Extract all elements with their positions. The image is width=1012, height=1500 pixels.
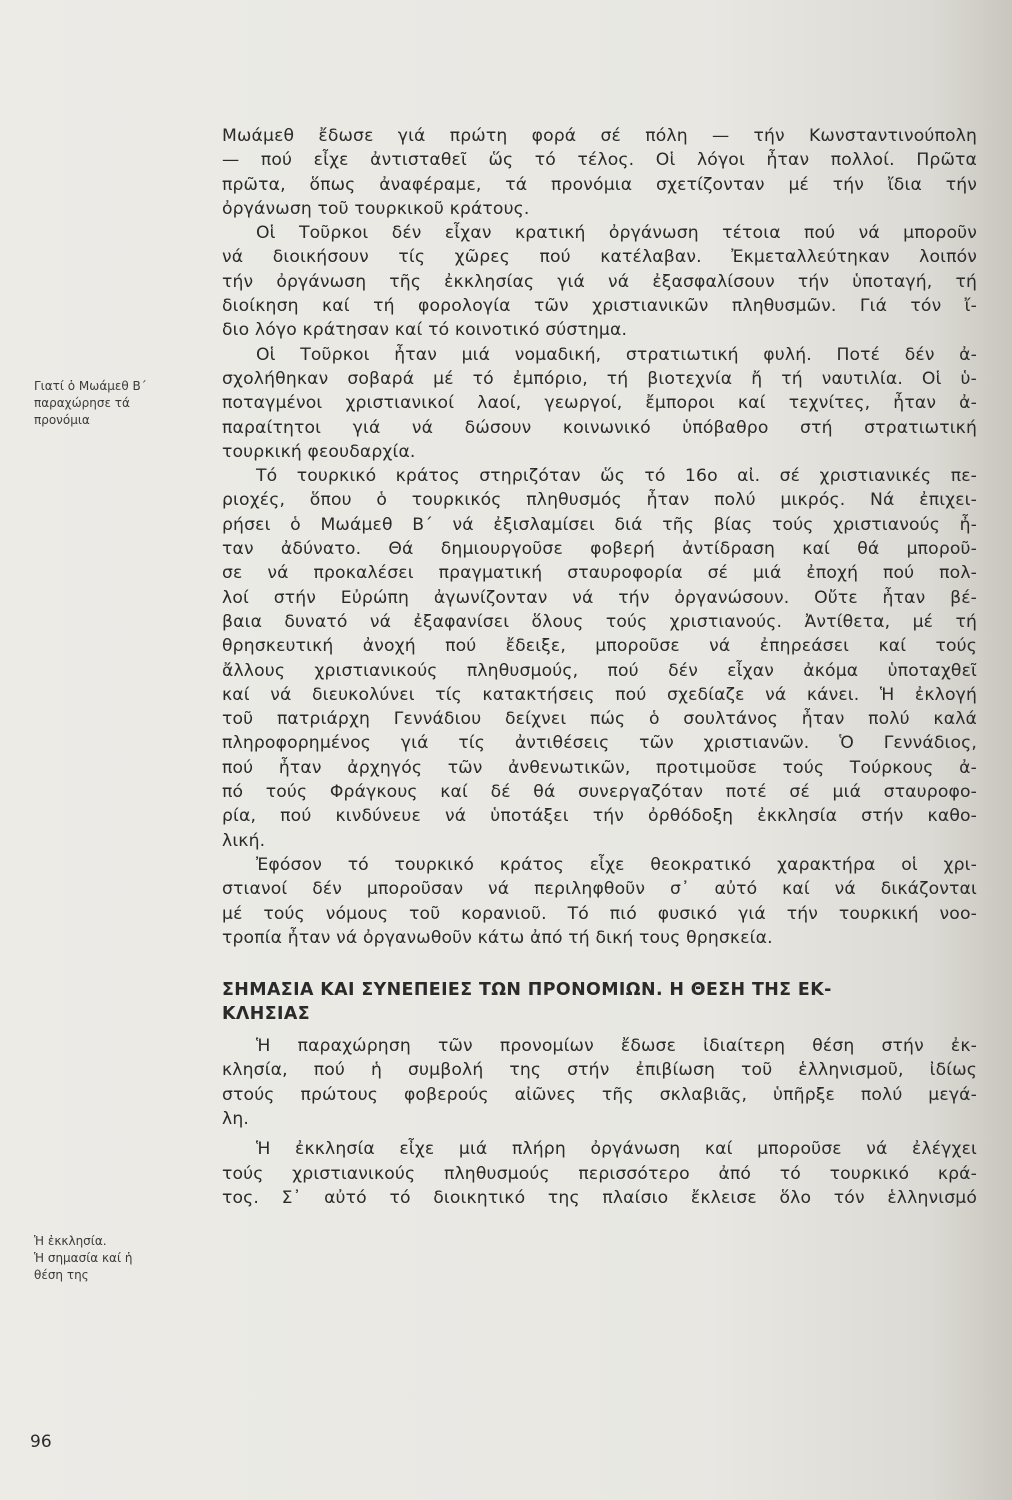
- heading-line: ΚΛΗΣΙΑΣ: [222, 1004, 310, 1025]
- paragraph: [222, 124, 977, 221]
- text-line: Τό τουρκικό κράτος στηριζόταν ὥς τό 16ο αἰ. σέ χριστιανικές πε-: [256, 466, 977, 487]
- page-number: 96: [30, 1432, 52, 1452]
- text-line: πό τούς Φράγκους καί δέ θά συνεργαζόταν ποτέ σέ μιά σταυροφο-: [222, 782, 977, 803]
- margin-note-line: παραχώρησε τά: [34, 396, 130, 410]
- text-line: ἄλλους χριστιανικούς πληθυσμούς, πού δέν εἶχαν ἀκόμα ὑποταχθεῖ: [222, 660, 977, 681]
- text-line: πρῶτα, ὅπως ἀναφέραμε, τά προνόμια σχετίζονταν μέ τήν ἴδια τήν: [222, 174, 977, 195]
- margin-note-privileges: [34, 378, 194, 429]
- text-line: νά διοικήσουν τίς χῶρες πού κατέλαβαν. Ἐκμεταλλεύτηκαν λοιπόν: [222, 247, 977, 268]
- text-line: τούς χριστιανικούς πληθυσμούς περισσότερο ἀπό τό τουρκικό κρά-: [222, 1163, 977, 1184]
- text-line: ταν ἀδύνατο. Θά δημιουργοῦσε φοβερή ἀντίδραση καί θά μποροῦ-: [222, 539, 977, 560]
- text-line: καί νά διευκολύνει τίς κατακτήσεις πού σχεδίαζε νά κάνει. Ἡ ἐκλογή: [222, 684, 977, 705]
- margin-note-church: [34, 1233, 194, 1284]
- text-line: πού ἦταν ἀρχηγός τῶν ἀνθενωτικῶν, προτιμοῦσε τούς Τούρκους ἀ-: [222, 757, 977, 778]
- text-line: ρήσει ὁ Μωάμεθ Β΄ νά ἐξισλαμίσει διά τῆς βίας τούς χριστιανούς ἦ-: [222, 514, 977, 535]
- text-line: τουρκική φεουδαρχία.: [222, 441, 416, 462]
- text-line: τος. Σ᾿ αὐτό τό διοικητικό της πλαίσιο ἔκλεισε ὅλο τόν ἑλληνισμό: [222, 1187, 977, 1208]
- text-line: στούς πρώτους φοβερούς αἰῶνες τῆς σκλαβιᾶς, ὑπῆρξε πολύ μεγά-: [222, 1084, 977, 1105]
- text-line: Οἱ Τοῦρκοι δέν εἶχαν κρατική ὀργάνωση τέτοια πού νά μποροῦν: [256, 223, 977, 244]
- text-line: μέ τούς νόμους τοῦ κορανιοῦ. Τό πιό φυσικό γιά τήν τουρκική νοο-: [222, 903, 977, 924]
- text-line: ρία, πού κινδύνευε νά ὑποτάξει τήν ὀρθόδοξη ἐκκλησία στήν καθο-: [222, 806, 977, 827]
- margin-note-line: θέση της: [34, 1268, 89, 1282]
- section-gap: [222, 1026, 977, 1034]
- paragraph: [222, 464, 977, 853]
- text-line: Ἡ παραχώρηση τῶν προνομίων ἔδωσε ἰδιαίτερη θέση στήν ἐκ-: [256, 1036, 977, 1057]
- section-heading: [222, 978, 977, 1026]
- margin-note-line: Ἡ σημασία καί ἡ: [34, 1251, 133, 1265]
- text-line: ριοχές, ὅπου ὁ τουρκικός πληθυσμός ἦταν πολύ μικρός. Νά ἐπιχει-: [222, 490, 977, 511]
- text-line: Ἐφόσον τό τουρκικό κράτος εἶχε θεοκρατικό χαρακτήρα οἱ χρι-: [256, 854, 977, 875]
- section-gap: [222, 950, 977, 964]
- main-text-column: [222, 124, 977, 1210]
- text-line: σε νά προκαλέσει πραγματική σταυροφορία σέ μιά ἐποχή πού πολ-: [222, 563, 977, 584]
- text-line: διοίκηση καί τή φορολογία τῶν χριστιανικῶν πληθυσμῶν. Γιά τόν ἴ-: [222, 296, 977, 317]
- text-line: λοί στήν Εὐρώπη ἀγωνίζονταν νά τήν ὀργανώσουν. Οὔτε ἦταν βέ-: [222, 587, 977, 608]
- text-line: Ἡ ἐκκλησία εἶχε μιά πλήρη ὀργάνωση καί μποροῦσε νά ἐλέγχει: [256, 1139, 977, 1160]
- text-line: διο λόγο κράτησαν καί τό κοινοτικό σύστημα.: [222, 320, 628, 341]
- text-line: — πού εἶχε ἀντισταθεῖ ὥς τό τέλος. Οἱ λόγοι ἦταν πολλοί. Πρῶτα: [222, 150, 977, 171]
- paragraph: [222, 1137, 977, 1210]
- text-line: τήν ὀργάνωση τῆς ἐκκλησίας γιά νά ἐξασφαλίσουν τήν ὑποταγή, τή: [222, 271, 977, 292]
- text-line: ὀργάνωση τοῦ τουρκικοῦ κράτους.: [222, 198, 530, 219]
- text-line: πληροφορημένος γιά τίς ἀντιθέσεις τῶν χριστιανῶν. Ὁ Γεννάδιος,: [222, 733, 977, 754]
- paragraph: [222, 221, 977, 342]
- text-line: τροπία ἦταν νά ὀργανωθοῦν κάτω ἀπό τή δική τους θρησκεία.: [222, 927, 773, 948]
- text-line: λη.: [222, 1108, 249, 1129]
- margin-note-line: Ἡ ἐκκλησία.: [34, 1234, 107, 1248]
- text-line: στιανοί δέν μποροῦσαν νά περιληφθοῦν σ᾿ αὐτό καί νά δικάζονται: [222, 879, 977, 900]
- paragraph: [222, 343, 977, 464]
- paragraph: [222, 853, 977, 950]
- text-line: τοῦ πατριάρχη Γεννάδιου δείχνει πώς ὁ σουλτάνος ἦταν πολύ καλά: [222, 709, 977, 730]
- paragraph: [222, 1034, 977, 1131]
- section-gap: [222, 964, 977, 978]
- text-line: σχολήθηκαν σοβαρά μέ τό ἐμπόριο, τή βιοτεχνία ἤ τή ναυτιλία. Οἱ ὑ-: [222, 368, 977, 389]
- text-line: κλησία, πού ἡ συμβολή της στήν ἐπιβίωση τοῦ ἑλληνισμοῦ, ἰδίως: [222, 1060, 977, 1081]
- margin-note-line: Γιατί ὁ Μωάμεθ Β΄: [34, 379, 147, 393]
- text-line: ποταγμένοι χριστιανικοί λαοί, γεωργοί, ἔμποροι καί τεχνίτες, ἦταν ἀ-: [222, 393, 977, 414]
- text-line: θρησκευτική ἀνοχή πού ἔδειξε, μποροῦσε νά ἐπηρεάσει καί τούς: [222, 636, 977, 657]
- text-line: Μωάμεθ ἔδωσε γιά πρώτη φορά σέ πόλη — τήν Κωνσταντινούπολη: [222, 126, 977, 146]
- text-line: βαια δυνατό νά ἐξαφανίσει ὅλους τούς χριστιανούς. Ἀντίθετα, μέ τή: [222, 611, 977, 632]
- text-line: Οἱ Τοῦρκοι ἦταν μιά νομαδική, στρατιωτική φυλή. Ποτέ δέν ἀ-: [256, 344, 977, 365]
- text-line: λική.: [222, 830, 266, 851]
- heading-line: ΣΗΜΑΣΙΑ ΚΑΙ ΣΥΝΕΠΕΙΕΣ ΤΩΝ ΠΡΟΝΟΜΙΩΝ. Η ΘΕΣΗ ΤΗΣ ΕΚ-: [222, 980, 832, 1001]
- margin-note-line: προνόμια: [34, 413, 90, 427]
- text-line: παραίτητοι γιά νά δώσουν κοινωνικό ὑπόβαθρο στή στρατιωτική: [222, 417, 977, 438]
